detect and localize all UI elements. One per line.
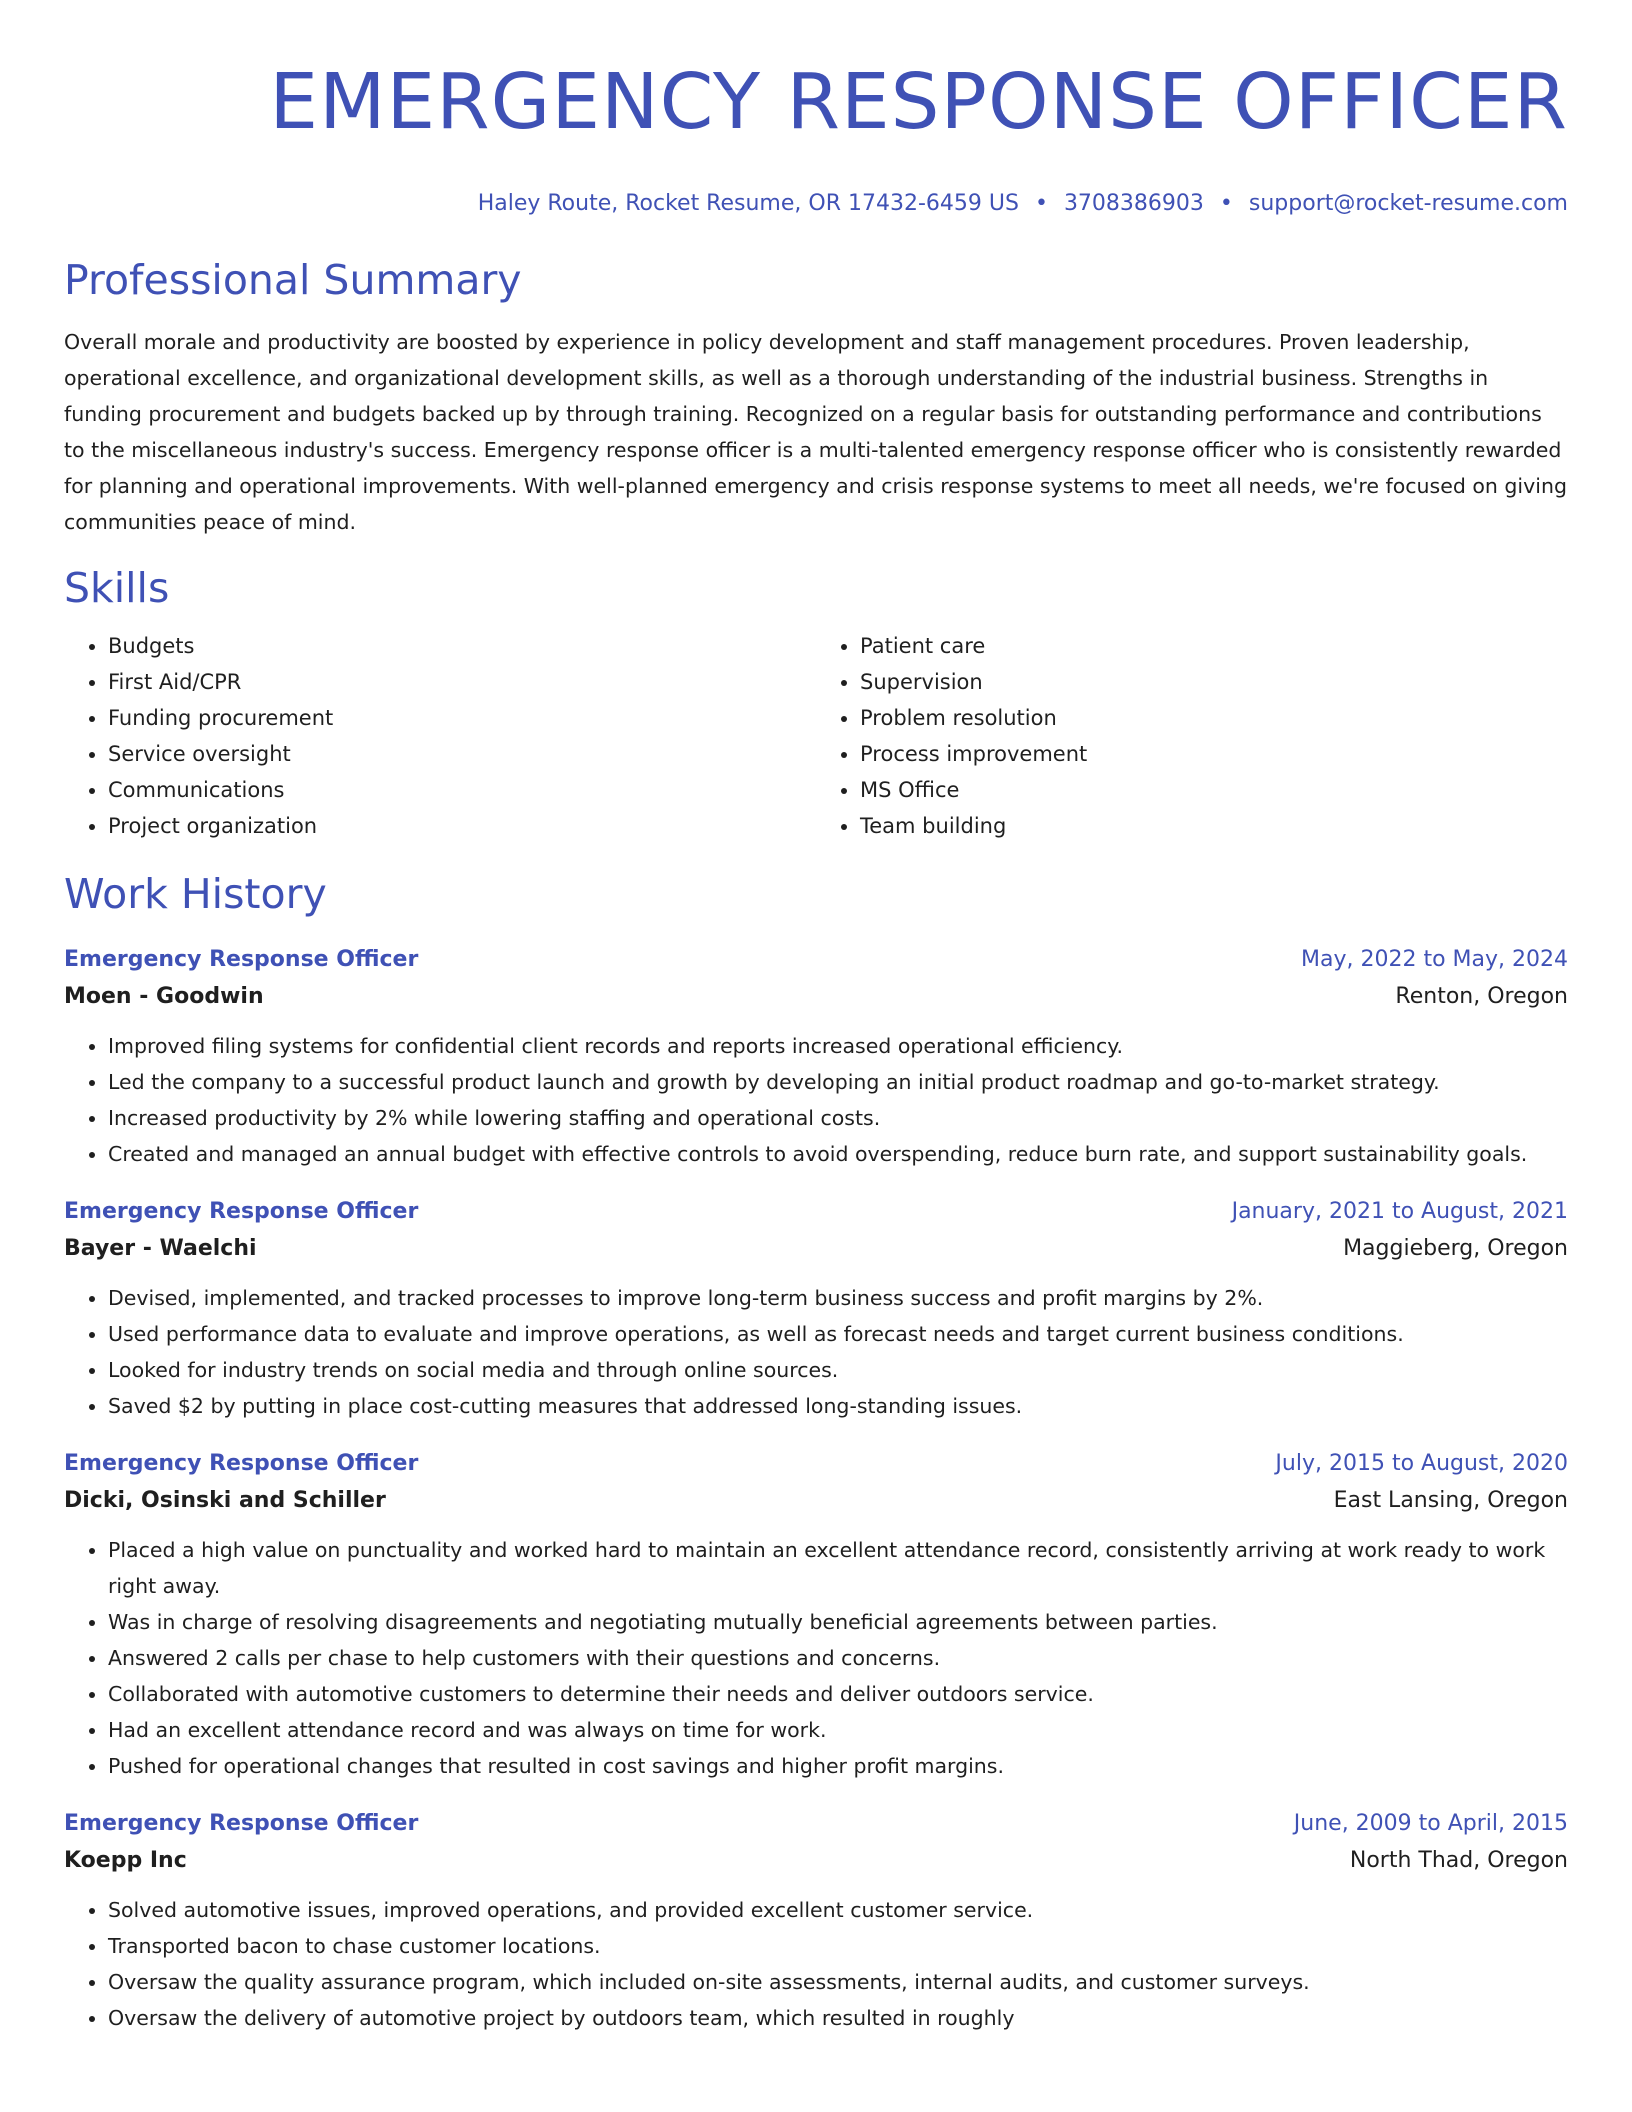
job-bullet: • Created and managed an annual budget with effective controls to avoid overspending, reduce burn rate, and support sustainability goals. [108,1136,1568,1172]
job-bullet: • Led the company to a successful product launch and growth by developing an initial product roadmap and go-to-market strategy. [108,1064,1568,1100]
job-bullet-list [64,1532,1568,1784]
contact-email[interactable]: support@rocket-resume.com [1248,191,1568,216]
skills-list [64,628,1568,844]
job-bullet: • Oversaw the quality assurance program, which included on-site assessments, internal audits, and customer surveys. [108,1964,1568,2000]
job-entry [64,1446,1568,1784]
skill-item: • Budgets [108,628,816,664]
skill-item: • Supervision [860,664,1568,700]
job-dates: July, 2015 to August, 2020 [1275,1451,1568,1476]
skill-item: • Service oversight [108,736,816,772]
job-location: Maggieberg, Oregon [1343,1236,1568,1261]
skill-item: • Problem resolution [860,700,1568,736]
job-bullet: • Oversaw the delivery of automotive project by outdoors team, which resulted in roughly [108,2000,1568,2036]
summary-heading: Professional Summary [64,256,522,304]
job-bullet: • Improved filing systems for confidential client records and reports increased operational efficiency. [108,1028,1568,1064]
job-title: Emergency Response Officer [64,947,419,972]
job-bullet: • Solved automotive issues, improved operations, and provided excellent customer service. [108,1892,1568,1928]
skill-item: • Process improvement [860,736,1568,772]
skill-item: • Funding procurement [108,700,816,736]
skills-column-left [64,628,816,844]
job-company: Moen - Goodwin [64,984,264,1009]
contact-separator: • [1034,191,1048,216]
job-bullet: • Collaborated with automotive customers to determine their needs and deliver outdoors service. [108,1676,1568,1712]
summary-text: Overall morale and productivity are boosted by experience in policy development and staff management procedures. Proven leadership, operational excellence, and organizational development skills, as well as a thorough understanding of the industrial business. Strengths in funding procurement and budgets backed up by through training. Recognized on a regular basis for outstanding performance and contributions to the miscellaneous industry's success. Emergency response officer is a multi-talented emergency response officer who is consistently rewarded for planning and operational improvements. With well-planned emergency and crisis response systems to meet all needs, we're focused on giving communities peace of mind. [64,330,1567,534]
job-bullet: • Pushed for operational changes that resulted in cost savings and higher profit margins. [108,1748,1568,1784]
job-company: Bayer - Waelchi [64,1236,257,1261]
job-entry [64,1806,1568,2036]
job-company: Koepp Inc [64,1848,187,1873]
contact-phone: 3708386903 [1063,191,1204,216]
job-title: Emergency Response Officer [64,1451,419,1476]
job-bullet: • Transported bacon to chase customer locations. [108,1928,1568,1964]
job-bullet: • Devised, implemented, and tracked processes to improve long-term business success and profit margins by 2%. [108,1280,1568,1316]
skill-item: • MS Office [860,772,1568,808]
job-location: East Lansing, Oregon [1333,1488,1568,1513]
resume-title: EMERGENCY RESPONSE OFFICER [269,58,1568,147]
contact-info [64,190,1568,218]
job-entry [64,942,1568,1172]
job-company: Dicki, Osinski and Schiller [64,1488,386,1513]
job-bullet: • Placed a high value on punctuality and worked hard to maintain an excellent attendance record, consistently arriving at work ready to work right away. [108,1532,1568,1604]
job-title: Emergency Response Officer [64,1199,419,1224]
job-bullet: • Used performance data to evaluate and improve operations, as well as forecast needs and target current business conditions. [108,1316,1568,1352]
job-dates: May, 2022 to May, 2024 [1301,947,1568,972]
job-bullet: • Answered 2 calls per chase to help customers with their questions and concerns. [108,1640,1568,1676]
contact-separator: • [1219,191,1233,216]
job-location: North Thad, Oregon [1349,1848,1568,1873]
job-bullet: • Increased productivity by 2% while lowering staffing and operational costs. [108,1100,1568,1136]
job-location: Renton, Oregon [1395,984,1568,1009]
skills-heading: Skills [64,564,170,612]
job-bullet-list [64,1028,1568,1172]
job-dates: June, 2009 to April, 2015 [1293,1811,1568,1836]
resume-page [64,0,1568,2036]
skill-item: • Project organization [108,808,816,844]
skill-item: • Communications [108,772,816,808]
skill-item: • Team building [860,808,1568,844]
job-title: Emergency Response Officer [64,1811,419,1836]
job-dates: January, 2021 to August, 2021 [1231,1199,1568,1224]
contact-address: Haley Route, Rocket Resume, OR 17432-6459 US [477,191,1019,216]
skill-item: • Patient care [860,628,1568,664]
job-bullet-list [64,1892,1568,2036]
work-history-heading: Work History [64,870,327,918]
job-bullet: • Saved $2 by putting in place cost-cutting measures that addressed long-standing issues. [108,1388,1568,1424]
job-bullet-list [64,1280,1568,1424]
skills-column-right [816,628,1568,844]
job-bullet: • Was in charge of resolving disagreements and negotiating mutually beneficial agreements between parties. [108,1604,1568,1640]
skill-item: • First Aid/CPR [108,664,816,700]
job-bullet: • Looked for industry trends on social media and through online sources. [108,1352,1568,1388]
job-bullet: • Had an excellent attendance record and was always on time for work. [108,1712,1568,1748]
job-entry [64,1194,1568,1424]
